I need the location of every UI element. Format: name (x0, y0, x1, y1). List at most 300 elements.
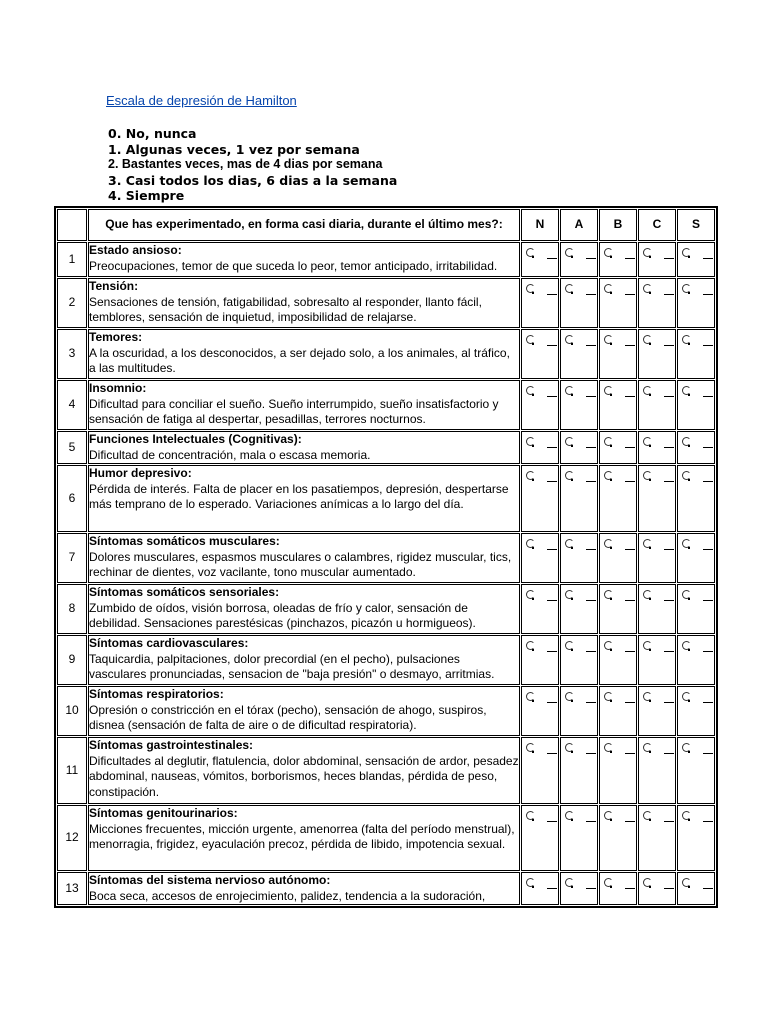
radio-dot-icon (649, 649, 651, 651)
radio-dot-icon (688, 445, 690, 447)
radio-button[interactable] (564, 248, 596, 258)
underline-mark (664, 702, 674, 703)
radio-dot-icon (610, 479, 612, 481)
radio-button[interactable] (603, 811, 635, 821)
radio-dot-icon (688, 598, 690, 600)
radio-button[interactable] (525, 811, 557, 821)
option-cell (560, 329, 598, 379)
radio-dot-icon (571, 700, 573, 702)
underline-mark (625, 600, 635, 601)
radio-button[interactable] (525, 743, 557, 753)
option-cell (599, 431, 637, 464)
item-number: 6 (57, 465, 87, 532)
radio-dot-icon (649, 479, 651, 481)
item-description (88, 465, 520, 532)
radio-button[interactable] (681, 248, 713, 258)
option-cell (599, 635, 637, 685)
underline-mark (703, 600, 713, 601)
item-title: Estado ansioso: (89, 243, 182, 257)
option-cell (677, 686, 715, 736)
radio-button[interactable] (642, 878, 674, 888)
underline-mark (664, 753, 674, 754)
option-cell (638, 872, 676, 905)
option-cell (638, 431, 676, 464)
option-cell (521, 431, 559, 464)
radio-dot-icon (610, 649, 612, 651)
item-number: 8 (57, 584, 87, 634)
radio-dot-icon (688, 700, 690, 702)
option-cell (560, 737, 598, 804)
radio-dot-icon (571, 394, 573, 396)
underline-mark (547, 753, 557, 754)
radio-button[interactable] (642, 539, 674, 549)
item-description (88, 431, 520, 464)
radio-button[interactable] (642, 692, 674, 702)
item-body: Boca seca, accesos de enrojecimiento, palidez, tendencia a la sudoración, (89, 888, 486, 903)
underline-mark (586, 294, 596, 295)
radio-dot-icon (649, 547, 651, 549)
underline-mark (664, 447, 674, 448)
radio-button[interactable] (642, 386, 674, 396)
underline-mark (547, 702, 557, 703)
option-cell (599, 242, 637, 277)
radio-button[interactable] (642, 471, 674, 481)
radio-button[interactable] (642, 437, 674, 447)
option-cell (521, 584, 559, 634)
option-cell (677, 380, 715, 430)
item-body: Dolores musculares, espasmos musculares o calambres, rigidez muscular, tics, rechinar de dientes, voz vacilante, tono muscular aumentado. (89, 549, 512, 579)
radio-button[interactable] (681, 284, 713, 294)
radio-dot-icon (532, 343, 534, 345)
radio-button[interactable] (642, 743, 674, 753)
underline-mark (703, 447, 713, 448)
radio-button[interactable] (642, 335, 674, 345)
underline-mark (586, 258, 596, 259)
item-number: 5 (57, 431, 87, 464)
radio-dot-icon (532, 479, 534, 481)
item-number: 12 (57, 805, 87, 871)
underline-mark (664, 258, 674, 259)
item-title: Síntomas gastrointestinales: (89, 738, 254, 752)
item-body: Taquicardia, palpitaciones, dolor precordial (en el pecho), pulsaciones vasculares pronunciadas, sensacion de "baja presión" o desmayo, arritmias. (89, 651, 495, 681)
radio-dot-icon (649, 700, 651, 702)
radio-button[interactable] (525, 539, 557, 549)
radio-button[interactable] (525, 471, 557, 481)
question-header: Que has experimentado, en forma casi diaria, durante el último mes?: (88, 209, 520, 241)
item-title: Funciones Intelectuales (Cognitivas): (89, 432, 302, 446)
underline-mark (547, 447, 557, 448)
option-cell (677, 431, 715, 464)
radio-button[interactable] (603, 437, 635, 447)
item-description (88, 584, 520, 634)
underline-mark (703, 821, 713, 822)
radio-button[interactable] (603, 743, 635, 753)
underline-mark (664, 651, 674, 652)
radio-button[interactable] (525, 437, 557, 447)
option-cell (638, 465, 676, 532)
item-body: Preocupaciones, temor de que suceda lo peor, temor anticipado, irritabilidad. (89, 258, 498, 273)
scale-title-link[interactable]: Escala de depresión de Hamilton (106, 93, 297, 108)
underline-mark (586, 702, 596, 703)
radio-button[interactable] (642, 284, 674, 294)
underline-mark (625, 549, 635, 550)
column-header-b: B (599, 209, 637, 241)
item-body: Dificultad para conciliar el sueño. Sueño interrumpido, sueño insatisfactorio y sensación de fatiga al despertar, pesadillas, terrores nocturnos. (89, 396, 499, 426)
underline-mark (547, 258, 557, 259)
radio-button[interactable] (681, 878, 713, 888)
option-cell (560, 431, 598, 464)
radio-dot-icon (688, 343, 690, 345)
option-cell (677, 533, 715, 583)
table-row (57, 380, 715, 430)
table-row (57, 805, 715, 871)
table-row (57, 431, 715, 464)
column-header-n: N (521, 209, 559, 241)
table-row (57, 465, 715, 532)
radio-button[interactable] (564, 437, 596, 447)
radio-dot-icon (532, 649, 534, 651)
option-cell (599, 278, 637, 328)
underline-mark (586, 549, 596, 550)
legend-item: 0. No, nunca (108, 126, 197, 141)
radio-button[interactable] (525, 878, 557, 888)
option-cell (521, 686, 559, 736)
radio-dot-icon (649, 343, 651, 345)
option-cell (599, 465, 637, 532)
option-cell (521, 278, 559, 328)
underline-mark (586, 821, 596, 822)
item-description (88, 278, 520, 328)
table-row (57, 242, 715, 277)
radio-button[interactable] (564, 284, 596, 294)
radio-dot-icon (610, 700, 612, 702)
item-body: Dificultad de concentración, mala o escasa memoria. (89, 447, 371, 462)
underline-mark (547, 651, 557, 652)
radio-button[interactable] (642, 641, 674, 651)
radio-dot-icon (688, 649, 690, 651)
underline-mark (586, 481, 596, 482)
radio-button[interactable] (603, 335, 635, 345)
radio-dot-icon (610, 819, 612, 821)
item-description (88, 242, 520, 277)
radio-dot-icon (532, 751, 534, 753)
item-number: 7 (57, 533, 87, 583)
item-title: Insomnio: (89, 381, 147, 395)
underline-mark (625, 447, 635, 448)
underline-mark (586, 888, 596, 889)
radio-dot-icon (649, 819, 651, 821)
item-description (88, 380, 520, 430)
radio-button[interactable] (525, 284, 557, 294)
underline-mark (547, 481, 557, 482)
radio-button[interactable] (603, 878, 635, 888)
item-description (88, 805, 520, 871)
radio-button[interactable] (564, 335, 596, 345)
radio-dot-icon (610, 886, 612, 888)
radio-dot-icon (571, 479, 573, 481)
radio-button[interactable] (681, 692, 713, 702)
radio-dot-icon (571, 256, 573, 258)
underline-mark (586, 345, 596, 346)
radio-button[interactable] (642, 811, 674, 821)
underline-mark (703, 294, 713, 295)
radio-button[interactable] (603, 692, 635, 702)
radio-dot-icon (571, 751, 573, 753)
item-body: Sensaciones de tensión, fatigabilidad, sobresalto al responder, llanto fácil, temblores, sensación de inquietud, imposibilidad de relajarse. (89, 294, 482, 324)
legend-item: 1. Algunas veces, 1 vez por semana (108, 141, 360, 157)
radio-button[interactable] (525, 590, 557, 600)
radio-button[interactable] (642, 590, 674, 600)
radio-button[interactable] (525, 248, 557, 258)
option-cell (560, 584, 598, 634)
radio-dot-icon (649, 256, 651, 258)
option-cell (599, 737, 637, 804)
item-description (88, 635, 520, 685)
radio-dot-icon (532, 292, 534, 294)
legend-item: 4. Siempre (108, 188, 185, 204)
underline-mark (547, 549, 557, 550)
option-cell (521, 380, 559, 430)
radio-button[interactable] (681, 743, 713, 753)
option-cell (560, 242, 598, 277)
radio-dot-icon (532, 819, 534, 821)
radio-dot-icon (649, 598, 651, 600)
option-cell (638, 242, 676, 277)
radio-button[interactable] (525, 386, 557, 396)
radio-dot-icon (571, 649, 573, 651)
radio-button[interactable] (603, 641, 635, 651)
underline-mark (547, 888, 557, 889)
underline-mark (625, 753, 635, 754)
radio-button[interactable] (681, 386, 713, 396)
option-cell (560, 805, 598, 871)
radio-button[interactable] (642, 248, 674, 258)
radio-dot-icon (571, 292, 573, 294)
option-cell (560, 533, 598, 583)
underline-mark (625, 888, 635, 889)
radio-button[interactable] (525, 641, 557, 651)
option-cell (677, 737, 715, 804)
underline-mark (664, 396, 674, 397)
item-title: Tensión: (89, 279, 139, 293)
underline-mark (547, 821, 557, 822)
underline-mark (547, 345, 557, 346)
radio-dot-icon (571, 819, 573, 821)
item-body: A la oscuridad, a los desconocidos, a ser dejado solo, a los animales, al tráfico, a las multitudes. (89, 345, 510, 375)
option-cell (638, 278, 676, 328)
radio-dot-icon (532, 445, 534, 447)
item-body: Micciones frecuentes, micción urgente, amenorrea (falta del período menstrual), menorragia, frigidez, eyaculación precoz, pérdida de libido, impotencia sexual. (89, 821, 515, 851)
radio-button[interactable] (564, 539, 596, 549)
radio-dot-icon (610, 751, 612, 753)
radio-button[interactable] (603, 590, 635, 600)
underline-mark (703, 345, 713, 346)
radio-button[interactable] (564, 641, 596, 651)
radio-dot-icon (649, 886, 651, 888)
radio-button[interactable] (681, 471, 713, 481)
radio-dot-icon (688, 886, 690, 888)
hamilton-scale-table (54, 206, 718, 908)
legend-item: 2. Bastantes veces, mas de 4 dias por semana (108, 157, 383, 172)
item-title: Humor depresivo: (89, 466, 192, 480)
column-header-s: S (677, 209, 715, 241)
radio-button[interactable] (681, 811, 713, 821)
radio-button[interactable] (603, 284, 635, 294)
item-body: Zumbido de oídos, visión borrosa, oleadas de frío y calor, sensación de debilidad. Sensaciones parestésicas (pinchazos, picazón u hormigueos). (89, 600, 476, 630)
underline-mark (664, 481, 674, 482)
option-cell (638, 533, 676, 583)
radio-dot-icon (571, 445, 573, 447)
option-cell (521, 635, 559, 685)
item-title: Síntomas somáticos sensoriales: (89, 585, 280, 599)
radio-button[interactable] (564, 878, 596, 888)
underline-mark (703, 651, 713, 652)
item-description (88, 737, 520, 804)
option-cell (599, 329, 637, 379)
radio-button[interactable] (681, 641, 713, 651)
option-cell (560, 380, 598, 430)
radio-dot-icon (610, 445, 612, 447)
item-number: 13 (57, 872, 87, 905)
radio-button[interactable] (564, 743, 596, 753)
option-cell (560, 465, 598, 532)
option-cell (521, 805, 559, 871)
radio-dot-icon (688, 292, 690, 294)
item-body: Pérdida de interés. Falta de placer en los pasatiempos, depresión, despertarse más temprano de lo esperado. Variaciones anímicas a lo largo del día. (89, 481, 509, 511)
option-cell (677, 805, 715, 871)
underline-mark (664, 294, 674, 295)
item-number: 9 (57, 635, 87, 685)
radio-dot-icon (688, 394, 690, 396)
underline-mark (625, 258, 635, 259)
option-cell (599, 533, 637, 583)
option-cell (638, 635, 676, 685)
radio-dot-icon (649, 394, 651, 396)
underline-mark (586, 600, 596, 601)
header-blank-cell (57, 209, 87, 241)
radio-dot-icon (649, 445, 651, 447)
item-title: Síntomas somáticos musculares: (89, 534, 280, 548)
option-cell (677, 242, 715, 277)
radio-button[interactable] (681, 539, 713, 549)
radio-dot-icon (649, 751, 651, 753)
option-cell (560, 278, 598, 328)
item-number: 10 (57, 686, 87, 736)
radio-button[interactable] (525, 335, 557, 345)
option-cell (677, 872, 715, 905)
radio-button[interactable] (603, 539, 635, 549)
radio-dot-icon (571, 886, 573, 888)
option-cell (599, 380, 637, 430)
option-cell (521, 737, 559, 804)
underline-mark (664, 888, 674, 889)
item-description (88, 533, 520, 583)
radio-dot-icon (688, 819, 690, 821)
radio-dot-icon (532, 256, 534, 258)
rating-legend (108, 126, 397, 204)
radio-dot-icon (532, 598, 534, 600)
table-body (57, 242, 715, 905)
option-cell (560, 872, 598, 905)
radio-button[interactable] (564, 590, 596, 600)
option-cell (521, 465, 559, 532)
underline-mark (703, 888, 713, 889)
radio-button[interactable] (603, 386, 635, 396)
radio-button[interactable] (564, 386, 596, 396)
radio-button[interactable] (525, 692, 557, 702)
table-header-row (57, 209, 715, 241)
underline-mark (664, 600, 674, 601)
table-row (57, 737, 715, 804)
option-cell (521, 329, 559, 379)
option-cell (677, 329, 715, 379)
radio-dot-icon (610, 394, 612, 396)
radio-button[interactable] (564, 692, 596, 702)
underline-mark (664, 549, 674, 550)
item-description (88, 329, 520, 379)
item-title: Síntomas del sistema nervioso autónomo: (89, 873, 331, 887)
underline-mark (625, 345, 635, 346)
option-cell (638, 737, 676, 804)
radio-dot-icon (610, 256, 612, 258)
underline-mark (586, 396, 596, 397)
radio-button[interactable] (681, 437, 713, 447)
option-cell (677, 635, 715, 685)
option-cell (677, 465, 715, 532)
item-number: 11 (57, 737, 87, 804)
option-cell (599, 686, 637, 736)
radio-button[interactable] (681, 335, 713, 345)
table-row (57, 533, 715, 583)
item-number: 3 (57, 329, 87, 379)
radio-dot-icon (571, 547, 573, 549)
option-cell (677, 278, 715, 328)
table-row (57, 584, 715, 634)
underline-mark (586, 753, 596, 754)
column-header-c: C (638, 209, 676, 241)
underline-mark (625, 294, 635, 295)
underline-mark (703, 549, 713, 550)
radio-dot-icon (610, 598, 612, 600)
radio-button[interactable] (564, 471, 596, 481)
radio-button[interactable] (564, 811, 596, 821)
item-description (88, 686, 520, 736)
radio-button[interactable] (681, 590, 713, 600)
underline-mark (703, 702, 713, 703)
underline-mark (586, 651, 596, 652)
radio-dot-icon (688, 256, 690, 258)
option-cell (521, 872, 559, 905)
item-body: Dificultades al deglutir, flatulencia, dolor abdominal, sensación de ardor, pesadez abdominal, nauseas, vómitos, borborismos, heces blandas, pérdida de peso, constipación. (89, 753, 519, 799)
radio-button[interactable] (603, 471, 635, 481)
radio-dot-icon (610, 292, 612, 294)
underline-mark (625, 702, 635, 703)
underline-mark (664, 821, 674, 822)
underline-mark (625, 396, 635, 397)
option-cell (638, 380, 676, 430)
table-row (57, 278, 715, 328)
item-title: Síntomas genitourinarios: (89, 806, 238, 820)
item-number: 4 (57, 380, 87, 430)
item-body: Opresión o constricción en el tórax (pecho), sensación de ahogo, suspiros, disnea (sensación de falta de aire o de dificultad respiratoria). (89, 702, 487, 732)
radio-dot-icon (571, 343, 573, 345)
underline-mark (547, 396, 557, 397)
underline-mark (664, 345, 674, 346)
legend-item: 3. Casi todos los dias, 6 dias a la semana (108, 172, 398, 188)
option-cell (560, 635, 598, 685)
underline-mark (625, 481, 635, 482)
radio-button[interactable] (603, 248, 635, 258)
